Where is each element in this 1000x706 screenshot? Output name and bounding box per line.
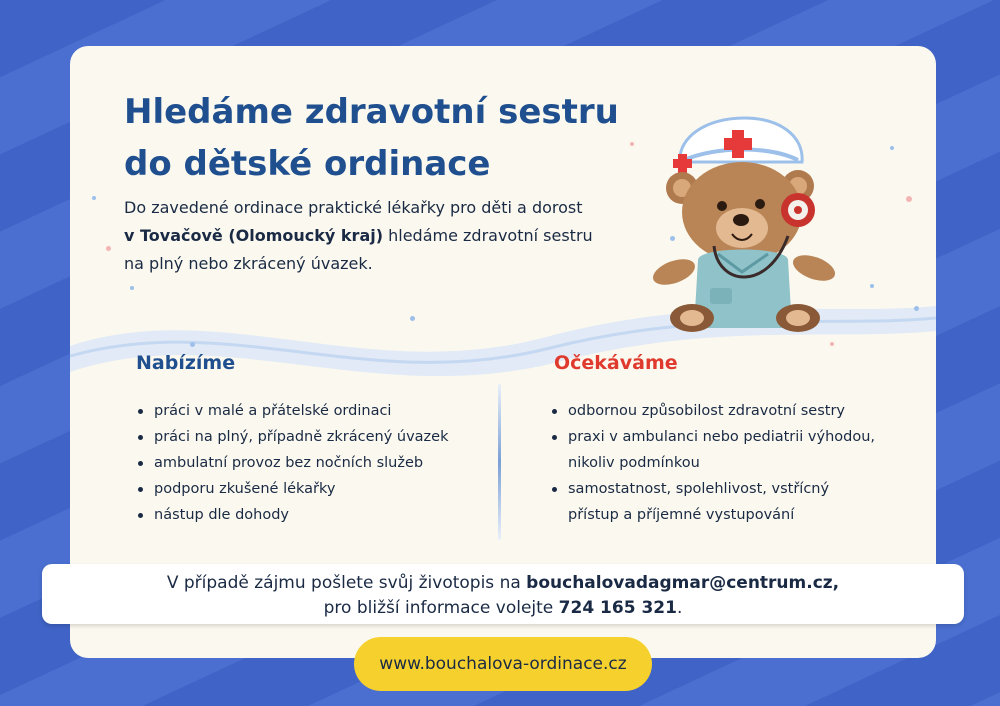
- title-line-2: do dětské ordinace: [124, 144, 491, 184]
- expect-heading: Očekáváme: [554, 352, 678, 374]
- list-item: podporu zkušené lékařky: [138, 476, 478, 502]
- list-item: ambulatní provoz bez nočních služeb: [138, 450, 478, 476]
- contact-text-3: .: [676, 598, 683, 618]
- teddy-bear-nurse-icon: [648, 96, 838, 332]
- intro-line-3: na plný nebo zkrácený úvazek.: [124, 254, 373, 273]
- contact-text-2: pro bližší informace volejte: [323, 598, 559, 618]
- list-item: samostatnost, spolehlivost, vstřícný přístup a příjemné vystupování: [552, 476, 882, 528]
- offer-heading: Nabízíme: [136, 352, 236, 374]
- contact-phone[interactable]: 724 165 321: [558, 598, 677, 618]
- contact-text-1: V případě zájmu pošlete svůj životopis na: [166, 573, 527, 593]
- title-line-1: Hledáme zdravotní sestru: [124, 92, 619, 132]
- list-item: práci v malé a přátelské ordinaci: [138, 398, 478, 424]
- intro-location: v Tovačově (Olomoucký kraj): [124, 226, 384, 245]
- contact-box: [42, 564, 964, 624]
- contact-email-link[interactable]: bouchalovadagmar@centrum.cz,: [526, 573, 840, 593]
- list-item: praxi v ambulanci nebo pediatrii výhodou, nikoliv podmínkou: [552, 424, 882, 476]
- intro-line-2: hledáme zdravotní sestru: [383, 226, 593, 245]
- intro-line-1: Do zavedené ordinace praktické lékařky pro děti a dorost: [124, 198, 583, 217]
- website-button[interactable]: www.bouchalova-ordinace.cz: [354, 637, 652, 691]
- column-divider: [498, 384, 501, 540]
- list-item: odbornou způsobilost zdravotní sestry: [552, 398, 882, 424]
- list-item: práci na plný, případně zkrácený úvazek: [138, 424, 478, 450]
- expect-list: [552, 398, 882, 528]
- offer-list: [138, 398, 478, 528]
- intro-text: [124, 194, 594, 278]
- list-item: nástup dle dohody: [138, 502, 478, 528]
- page-title: [124, 86, 619, 190]
